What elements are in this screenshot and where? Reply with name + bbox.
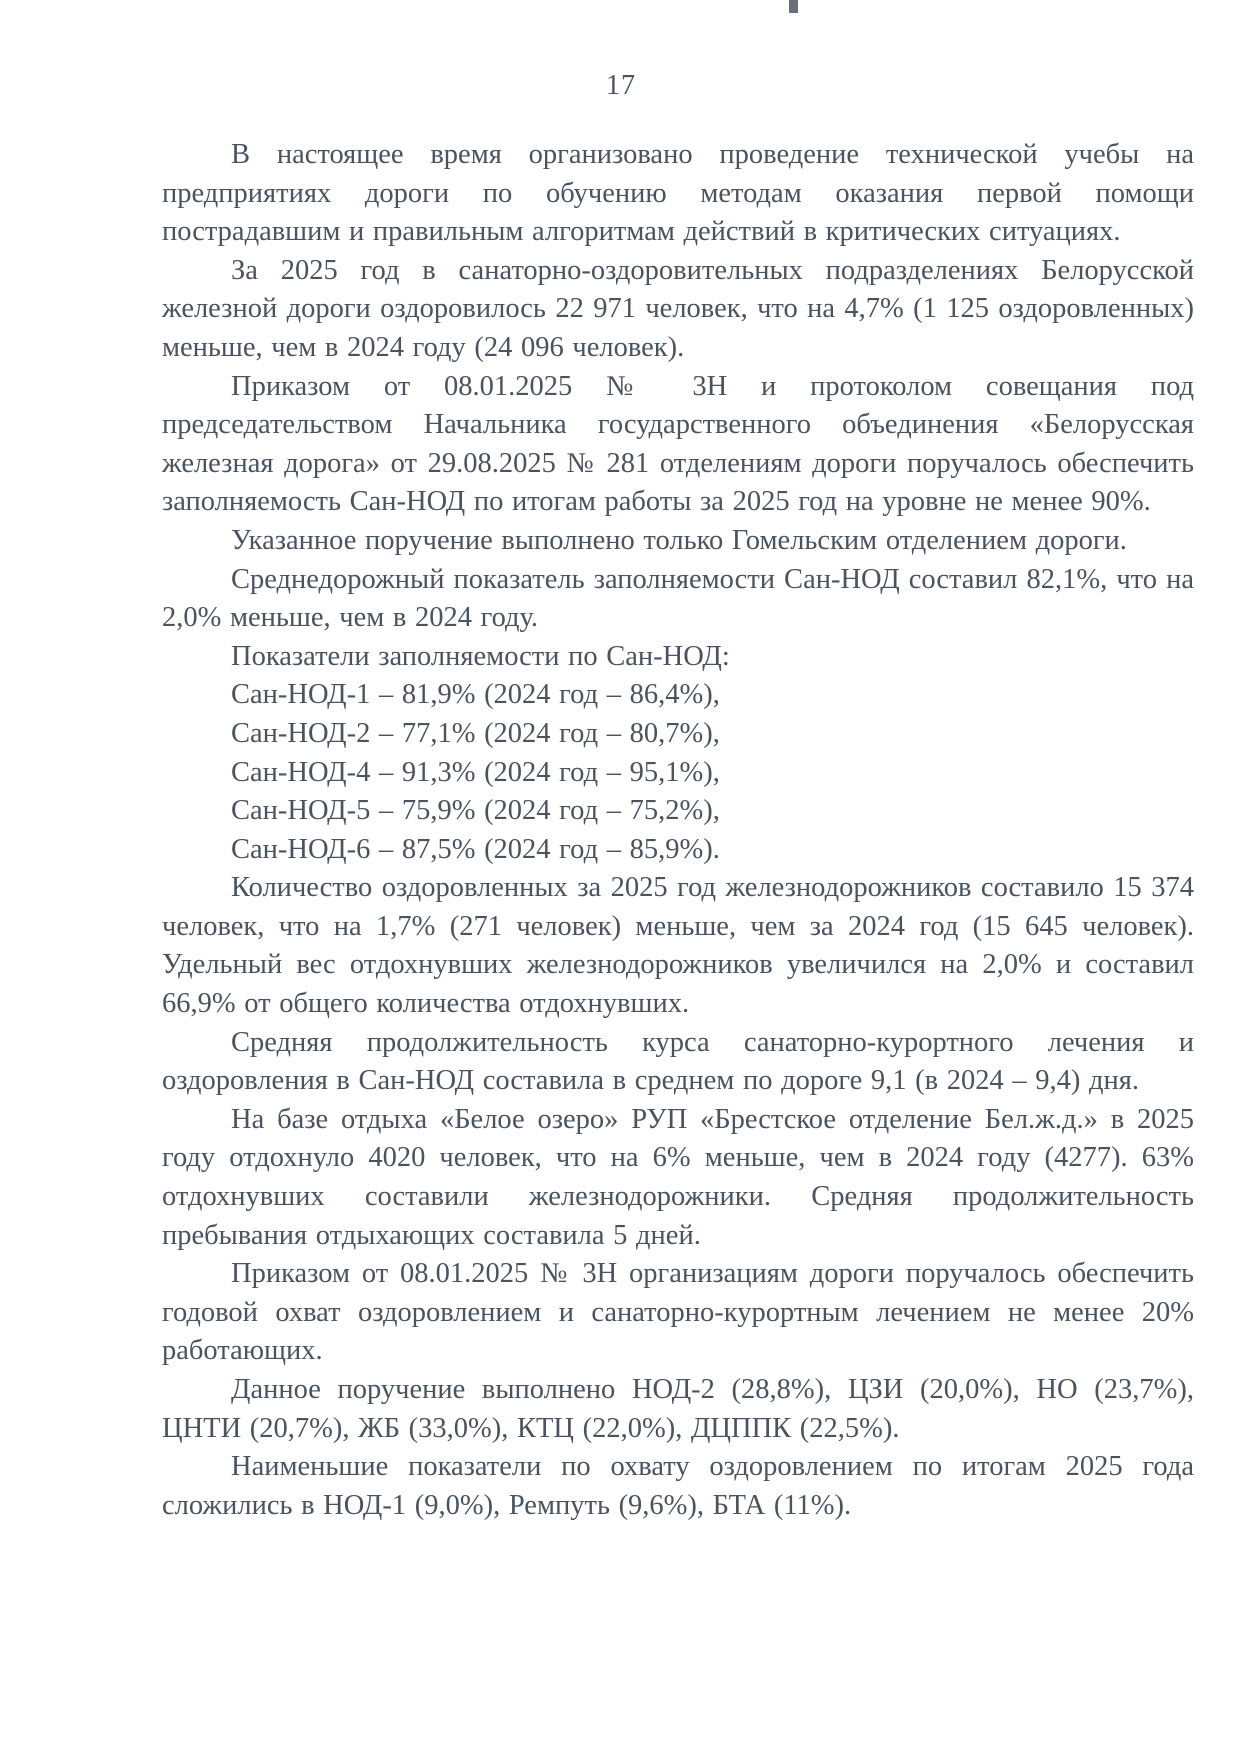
paragraph-order-coverage: Приказом от 08.01.2025 № 3Н организациям дороги поручалось обеспечить годовой охват оздоровлением и санаторно-курортным лечением не менее 20% работающих. (162, 1258, 1194, 1367)
document-body (162, 136, 1194, 1525)
paragraph-beloe-ozero: На базе отдыха «Белое озеро» РУП «Брестское отделение Бел.ж.д.» в 2025 году отдохнуло 4020 человек, что на 6% меньше, чем в 2024 году (4277). 63% отдохнувших составили железнодорожники. Средняя продолжительность пребывания отдыхающих составила 5 дней. (162, 1103, 1194, 1251)
paragraph-average-occupancy: Среднедорожный показатель заполняемости Сан-НОД составил 82,1%, что на 2,0% меньше, чем в 2024 году. (162, 563, 1194, 634)
list-item-san-nod-5: Сан-НОД-5 – 75,9% (2024 год – 75,2%), (231, 795, 720, 827)
paragraph-course-duration: Средняя продолжительность курса санаторно-курортного лечения и оздоровления в Сан-НОД составила в среднем по дороге 9,1 (в 2024 – 9,4) дня. (162, 1026, 1194, 1097)
scan-artifact-mark (789, 0, 798, 13)
list-item-san-nod-1: Сан-НОД-1 – 81,9% (2024 год – 86,4%), (231, 679, 720, 711)
san-nod-indicators-heading: Показатели заполняемости по Сан-НОД: (231, 640, 730, 672)
paragraph-order-occupancy: Приказом от 08.01.2025 № 3Н и протоколом совещания под председательством Начальника государственного объединения «Белорусская железная дорога» от 29.08.2025 № 281 отделениям дороги поручалось обеспечить заполняемость Сан-НОД по итогам работы за 2025 год на уровне не менее 90%. (162, 370, 1194, 518)
paragraph-fulfilled-only-gomel: Указанное поручение выполнено только Гомельским отделением дороги. (231, 524, 1127, 556)
list-item-san-nod-6: Сан-НОД-6 – 87,5% (2024 год – 85,9%). (231, 833, 720, 865)
list-item-san-nod-4: Сан-НОД-4 – 91,3% (2024 год – 95,1%), (231, 756, 720, 788)
paragraph-technical-training: В настоящее время организовано проведение технической учебы на предприятиях дороги по обучению методам оказания первой помощи пострадавшим и правильным алгоритмам действий в критических ситуациях. (162, 139, 1194, 248)
paragraph-year-totals: За 2025 год в санаторно-оздоровительных подразделениях Белорусской железной дороги оздоровилось 22 971 человек, что на 4,7% (1 125 оздоровленных) меньше, чем в 2024 году (24 096 человек). (162, 254, 1194, 363)
paragraph-railway-workers: Количество оздоровленных за 2025 год железнодорожников составило 15 374 человек, что на 1,7% (271 человек) меньше, чем за 2024 год (15 645 человек). Удельный вес отдохнувших железнодорожников увеличился на 2,0% и составил 66,9% от общего количества отдохнувших. (162, 872, 1194, 1020)
san-nod-indicators-list (162, 676, 1194, 869)
paragraph-coverage-fulfilled: Данное поручение выполнено НОД-2 (28,8%), ЦЗИ (20,0%), НО (23,7%), ЦНТИ (20,7%), ЖБ (33,0%), КТЦ (22,0%), ДЦППК (22,5%). (162, 1374, 1194, 1444)
page-number: 17 (606, 70, 636, 101)
list-item-san-nod-2: Сан-НОД-2 – 77,1% (2024 год – 80,7%), (231, 717, 720, 749)
paragraph-lowest-coverage: Наименьшие показатели по охвату оздоровлением по итогам 2025 года сложились в НОД-1 (9,0%), Ремпуть (9,6%), БТА (11%). (162, 1451, 1194, 1521)
